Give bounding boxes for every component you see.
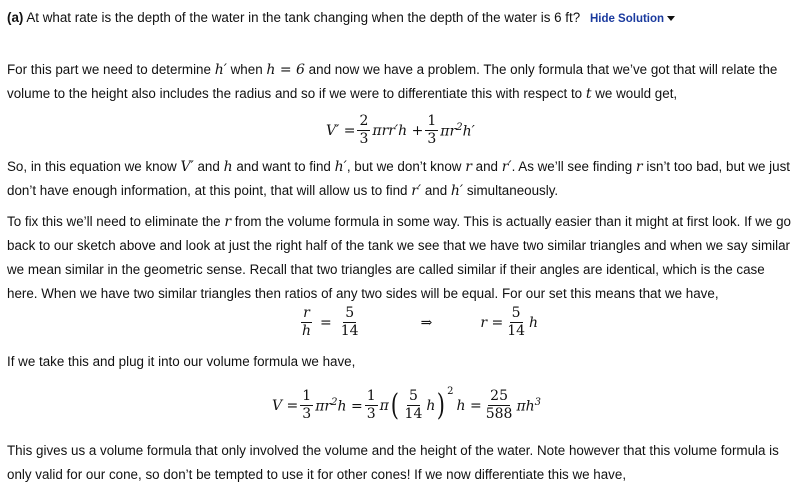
- eq2-n3: 5: [511, 305, 521, 321]
- eq3-square: 2: [447, 386, 454, 397]
- eq3-n4: 25: [490, 388, 508, 404]
- equation-similar-triangles: [298, 305, 538, 340]
- eq2-lhs: r =: [480, 314, 504, 331]
- eq1-term-2: [440, 122, 474, 140]
- p2-text-a: So, in this equation we know: [7, 159, 177, 174]
- eq1-frac-2: [425, 113, 438, 148]
- p1-text-c: and now we have a problem. The only formula that we’ve got that will relate the volume to the height also includes the radius and so if we were to differentiate this with respect to: [7, 62, 778, 101]
- eq3-frac-2: [365, 388, 378, 423]
- eq3-n1: 1: [302, 388, 312, 404]
- question-text: At what rate is the depth of the water in the tank changing when the depth of the water is 6 ft?: [26, 10, 581, 25]
- eq1-d1: 3: [359, 131, 369, 147]
- caret-down-icon: [667, 16, 675, 21]
- eq3-inner: h: [426, 397, 436, 414]
- p3-text-b: from the volume formula in some way. This is actually easier than it might at first look. If we go back to our sketch above and look at just the right half of the tank we see that we have two similar triangles and when we say similar we mean similar in the geometric sense. Recall that two triangles are called similar if their angles are identical, which is the case here. When we have two similar triangles then ratios of any two sides will be equal. For our set this means that we have,: [7, 214, 791, 301]
- math-h-prime: h′: [214, 62, 227, 78]
- eq3-t4a: πh: [516, 398, 535, 415]
- eq2-frac-3: [505, 305, 527, 340]
- eq3-d3: 14: [404, 406, 423, 422]
- eq2-d2: 14: [340, 323, 359, 339]
- math-h: h: [223, 159, 233, 175]
- eq3-t1a: πr: [315, 398, 332, 415]
- eq3-t1sup: 2: [331, 396, 338, 408]
- eq1-frac-1: [357, 113, 370, 148]
- paragraph-4: [7, 350, 793, 374]
- eq3-term-4: [516, 397, 541, 415]
- eq2-tail: h: [529, 314, 539, 331]
- eq2-frac-5-14: [339, 305, 361, 340]
- math-v-prime: V′: [180, 159, 194, 175]
- p2-text-f: . As we’ll see finding: [511, 159, 633, 174]
- math-r-3: r: [224, 214, 232, 230]
- p2-text-i: simultaneously.: [466, 183, 559, 198]
- eq1-lhs: V′ =: [326, 122, 356, 139]
- p1-text-b: when: [230, 62, 263, 77]
- eq2-d1: h: [302, 323, 312, 339]
- eq3-frac-1: [300, 388, 313, 423]
- p2-text-b: and: [197, 159, 220, 174]
- eq3-d1: 3: [302, 406, 312, 422]
- eq3-t1b: h =: [337, 398, 363, 415]
- eq3-d2: 3: [366, 406, 376, 422]
- eq1-n2: 1: [427, 113, 437, 129]
- eq2-equals: =: [320, 314, 332, 331]
- eq1-t2a: πr: [440, 123, 457, 140]
- eq3-lhs: V =: [272, 397, 299, 414]
- equation-volume: [272, 388, 541, 423]
- eq3-frac-3: [403, 388, 425, 423]
- left-paren: (: [390, 387, 399, 423]
- p2-text-e: and: [475, 159, 498, 174]
- math-r: r: [465, 159, 472, 175]
- eq3-t4sup: 3: [534, 396, 542, 408]
- eq2-frac-r-h: [300, 305, 313, 340]
- right-paren: ): [437, 387, 446, 423]
- eq3-d4: 588: [485, 406, 513, 422]
- p1-text-d: we would get,: [595, 86, 678, 101]
- p2-text-h: and: [424, 183, 448, 198]
- eq3-n3: 5: [409, 388, 418, 404]
- eq3-term-1: [315, 397, 362, 415]
- p3-text-a: To fix this we’ll need to eliminate the: [7, 214, 221, 229]
- eq2-n2: 5: [345, 305, 355, 321]
- eq1-n1: 2: [359, 113, 369, 129]
- eq1-t2b: h′: [462, 123, 475, 140]
- paragraph-3: [7, 210, 793, 306]
- eq2-n1: r: [303, 305, 310, 321]
- p2-text-g: isn’t too bad, but we just don’t have enough information, at this point, that will allow us to find: [7, 159, 791, 198]
- equation-v-prime: [326, 113, 475, 148]
- hide-solution-label: Hide Solution: [589, 13, 665, 25]
- p2-text-c: and want to find: [236, 159, 331, 174]
- eq3-pi: π: [379, 397, 389, 414]
- p5-text-a: This gives us a volume formula that only involved the volume and the height of the water. Note however that this volume formula is only valid for our cone, so don’t be tempted to use it for other cones! If we now differentiate this we have,: [7, 443, 779, 482]
- math-h-eq-6: h = 6: [266, 62, 305, 78]
- math-t: t: [585, 86, 592, 102]
- eq2-d3: 14: [507, 323, 526, 339]
- math-h-prime-3: h′: [450, 183, 464, 199]
- math-r-prime-2: r′: [411, 183, 422, 199]
- hide-solution-link[interactable]: [590, 13, 675, 25]
- p1-text-a: For this part we need to determine: [7, 62, 211, 77]
- paragraph-1: [7, 58, 793, 106]
- eq3-frac-4: [484, 388, 515, 423]
- problem-statement: [7, 10, 675, 25]
- math-r-2: r: [635, 159, 643, 175]
- math-r-prime: r′: [501, 159, 512, 175]
- part-label: (a): [7, 10, 24, 25]
- eq1-term-1: πrr′h +: [372, 122, 424, 139]
- paragraph-2: [7, 155, 793, 203]
- math-h-prime-2: h′: [334, 159, 347, 175]
- paragraph-5: [7, 439, 793, 487]
- p4-text-a: If we take this and plug it into our volume formula we have,: [7, 354, 356, 369]
- eq1-t2sup: 2: [456, 121, 463, 133]
- implies-arrow: ⇒: [420, 314, 433, 331]
- eq3-term-3: h =: [456, 397, 482, 414]
- eq3-n2: 1: [366, 388, 376, 404]
- eq1-d2: 3: [427, 131, 437, 147]
- p2-text-d: , but we don’t know: [346, 159, 462, 174]
